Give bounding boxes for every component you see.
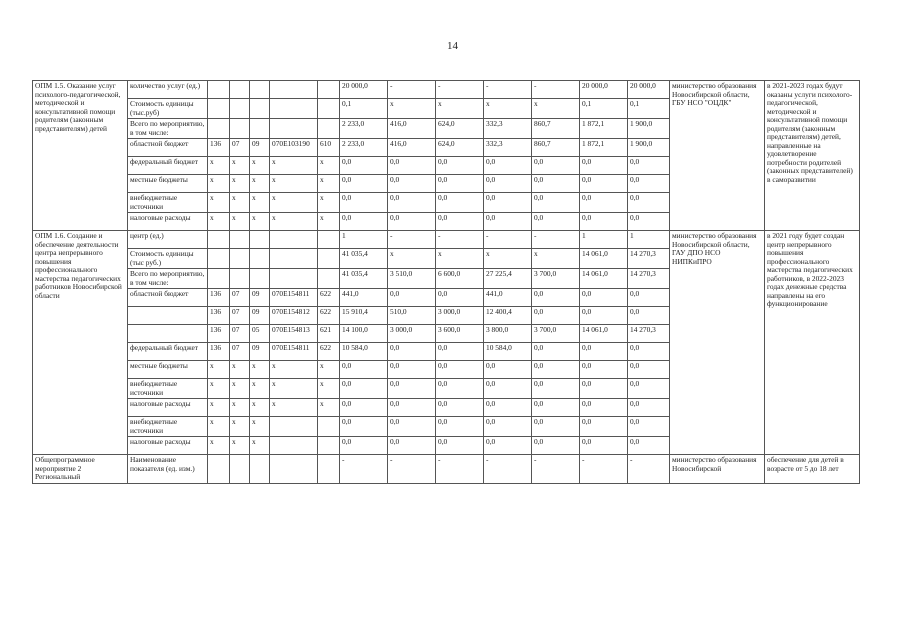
indicator-cell: Всего по мероприятию, в том числе: xyxy=(128,119,208,139)
value-cell: x xyxy=(250,193,270,213)
value-cell: 332,3 xyxy=(484,119,532,139)
value-cell xyxy=(270,99,318,119)
value-cell xyxy=(230,81,250,99)
value-cell xyxy=(318,119,340,139)
value-cell: 0,0 xyxy=(580,399,628,417)
value-cell: x xyxy=(318,379,340,399)
value-cell: x xyxy=(388,99,436,119)
value-cell: 0,0 xyxy=(532,193,580,213)
value-cell: 136 xyxy=(208,289,230,307)
value-cell xyxy=(318,231,340,249)
value-cell: 0,1 xyxy=(628,99,670,119)
value-cell: 860,7 xyxy=(532,119,580,139)
value-cell: 0,0 xyxy=(580,175,628,193)
value-cell xyxy=(270,249,318,269)
value-cell: x xyxy=(250,399,270,417)
value-cell xyxy=(270,81,318,99)
value-cell: x xyxy=(318,213,340,231)
value-cell: x xyxy=(230,399,250,417)
value-cell: x xyxy=(250,175,270,193)
indicator-cell: федеральный бюджет xyxy=(128,343,208,361)
value-cell: 136 xyxy=(208,139,230,157)
value-cell: 1 xyxy=(340,231,388,249)
value-cell: 0,0 xyxy=(484,157,532,175)
value-cell: 070E103190 xyxy=(270,139,318,157)
value-cell: 0,0 xyxy=(628,379,670,399)
value-cell: 441,0 xyxy=(484,289,532,307)
value-cell: 0,0 xyxy=(532,379,580,399)
value-cell: 416,0 xyxy=(388,139,436,157)
value-cell: 1 xyxy=(628,231,670,249)
value-cell: x xyxy=(532,99,580,119)
value-cell: 3 700,0 xyxy=(532,325,580,343)
value-cell: 0,0 xyxy=(340,379,388,399)
value-cell: 621 xyxy=(318,325,340,343)
page-number: 14 xyxy=(447,40,458,52)
value-cell: x xyxy=(230,213,250,231)
value-cell: 0,0 xyxy=(436,417,484,437)
value-cell: - xyxy=(580,455,628,484)
value-cell: 3 700,0 xyxy=(532,269,580,289)
value-cell: - xyxy=(388,231,436,249)
result-cell: обеспечение для детей в возрасте от 5 до 18 лет xyxy=(765,455,860,484)
event-name-cell: ОПМ 1.6. Создание и обеспечение деятельности центра непрерывного повышения профессионального мастерства педагогических работников Новосибирской области xyxy=(33,231,128,455)
value-cell: 0,0 xyxy=(484,361,532,379)
indicator-cell: Стоимость единицы (тыс руб.) xyxy=(128,249,208,269)
value-cell: 0,0 xyxy=(388,437,436,455)
value-cell: 0,0 xyxy=(340,157,388,175)
value-cell: 622 xyxy=(318,307,340,325)
value-cell: 3 000,0 xyxy=(388,325,436,343)
value-cell: 0,0 xyxy=(388,213,436,231)
value-cell: 0,0 xyxy=(580,437,628,455)
value-cell: x xyxy=(208,361,230,379)
value-cell xyxy=(230,249,250,269)
value-cell xyxy=(250,269,270,289)
value-cell: 0,0 xyxy=(388,289,436,307)
value-cell: x xyxy=(250,157,270,175)
value-cell: 27 225,4 xyxy=(484,269,532,289)
value-cell xyxy=(250,455,270,484)
value-cell: x xyxy=(484,249,532,269)
value-cell: - xyxy=(484,455,532,484)
value-cell: 0,0 xyxy=(580,343,628,361)
value-cell: 136 xyxy=(208,343,230,361)
value-cell: 1 900,0 xyxy=(628,139,670,157)
value-cell: 0,0 xyxy=(580,213,628,231)
value-cell: 05 xyxy=(250,325,270,343)
value-cell xyxy=(318,455,340,484)
value-cell: 0,0 xyxy=(628,399,670,417)
indicator-cell: внебюджетные источники xyxy=(128,193,208,213)
value-cell: 0,0 xyxy=(436,437,484,455)
value-cell: x xyxy=(318,175,340,193)
value-cell: 20 000,0 xyxy=(628,81,670,99)
value-cell: x xyxy=(250,437,270,455)
event-name-cell: Общепрограммное мероприятие 2 Региональный xyxy=(33,455,128,484)
value-cell: 0,0 xyxy=(436,399,484,417)
value-cell: 622 xyxy=(318,343,340,361)
value-cell: 0,0 xyxy=(532,213,580,231)
value-cell: 41 035,4 xyxy=(340,249,388,269)
value-cell: x xyxy=(318,193,340,213)
value-cell: 09 xyxy=(250,139,270,157)
value-cell xyxy=(250,81,270,99)
value-cell: x xyxy=(436,249,484,269)
value-cell xyxy=(250,99,270,119)
indicator-cell: внебюджетные источники xyxy=(128,417,208,437)
table-row xyxy=(33,231,860,249)
value-cell: - xyxy=(532,81,580,99)
result-cell: в 2021-2023 годах будут оказаны услуги психолого-педагогической, методической и консультативной помощи родителям (законным представителям) детей, направленные на удовлетворение потребности родителей (законных представителей) в саморазвитии xyxy=(765,81,860,231)
value-cell: 610 xyxy=(318,139,340,157)
value-cell: x xyxy=(230,157,250,175)
value-cell: 136 xyxy=(208,325,230,343)
value-cell: x xyxy=(250,379,270,399)
value-cell: 416,0 xyxy=(388,119,436,139)
value-cell: 0,0 xyxy=(340,437,388,455)
value-cell: 14 061,0 xyxy=(580,249,628,269)
value-cell: 0,0 xyxy=(628,289,670,307)
value-cell xyxy=(230,119,250,139)
value-cell xyxy=(230,269,250,289)
value-cell: 622 xyxy=(318,289,340,307)
value-cell: 0,0 xyxy=(436,379,484,399)
value-cell xyxy=(230,99,250,119)
result-cell: в 2021 году будет создан центр непрерывного повышения профессионального мастерства педагогических работников, в 2022-2023 годах денежные средства направлены на его функционирование xyxy=(765,231,860,455)
value-cell xyxy=(230,455,250,484)
value-cell: 0,0 xyxy=(532,175,580,193)
value-cell: - xyxy=(436,81,484,99)
value-cell: x xyxy=(208,417,230,437)
indicator-cell: областной бюджет xyxy=(128,139,208,157)
value-cell: 0,0 xyxy=(436,289,484,307)
value-cell: 0,0 xyxy=(628,307,670,325)
value-cell: x xyxy=(270,193,318,213)
value-cell: 09 xyxy=(250,289,270,307)
value-cell: x xyxy=(230,379,250,399)
value-cell: 3 600,0 xyxy=(436,325,484,343)
value-cell: 0,0 xyxy=(628,417,670,437)
value-cell: 441,0 xyxy=(340,289,388,307)
value-cell: 0,0 xyxy=(628,175,670,193)
indicator-cell: налоговые расходы xyxy=(128,437,208,455)
value-cell: x xyxy=(388,249,436,269)
value-cell: 0,0 xyxy=(532,343,580,361)
value-cell xyxy=(318,249,340,269)
value-cell: 0,0 xyxy=(388,379,436,399)
value-cell: 0,0 xyxy=(340,361,388,379)
value-cell: x xyxy=(250,361,270,379)
value-cell: 2 233,0 xyxy=(340,119,388,139)
value-cell: 0,1 xyxy=(340,99,388,119)
value-cell: 15 910,4 xyxy=(340,307,388,325)
value-cell: - xyxy=(628,455,670,484)
value-cell: 12 400,4 xyxy=(484,307,532,325)
value-cell xyxy=(318,269,340,289)
value-cell: 07 xyxy=(230,289,250,307)
value-cell: 0,0 xyxy=(388,417,436,437)
value-cell xyxy=(318,437,340,455)
value-cell: x xyxy=(208,437,230,455)
indicator-cell xyxy=(128,307,208,325)
value-cell: 0,0 xyxy=(340,175,388,193)
value-cell: 41 035,4 xyxy=(340,269,388,289)
value-cell: 0,0 xyxy=(388,399,436,417)
indicator-cell: Стоимость единицы (тыс.руб) xyxy=(128,99,208,119)
value-cell: 1 872,1 xyxy=(580,139,628,157)
value-cell: 070E154811 xyxy=(270,343,318,361)
value-cell: 332,3 xyxy=(484,139,532,157)
value-cell: x xyxy=(208,157,230,175)
value-cell: 070E154813 xyxy=(270,325,318,343)
value-cell: 1 900,0 xyxy=(628,119,670,139)
value-cell: 10 584,0 xyxy=(484,343,532,361)
value-cell: 0,0 xyxy=(340,213,388,231)
value-cell: 0,0 xyxy=(628,361,670,379)
value-cell xyxy=(270,417,318,437)
value-cell: 1 xyxy=(580,231,628,249)
value-cell: x xyxy=(270,361,318,379)
value-cell: 0,0 xyxy=(580,193,628,213)
indicator-cell: центр (ед.) xyxy=(128,231,208,249)
indicator-cell: местные бюджеты xyxy=(128,361,208,379)
value-cell: x xyxy=(250,417,270,437)
value-cell xyxy=(208,119,230,139)
value-cell: 0,0 xyxy=(532,289,580,307)
value-cell: x xyxy=(270,213,318,231)
value-cell: 0,0 xyxy=(436,157,484,175)
value-cell: 07 xyxy=(230,307,250,325)
value-cell: x xyxy=(436,99,484,119)
value-cell: - xyxy=(436,231,484,249)
value-cell: 0,0 xyxy=(388,361,436,379)
indicator-cell: федеральный бюджет xyxy=(128,157,208,175)
executor-cell: министерство образования Новосибирской xyxy=(670,455,765,484)
value-cell: - xyxy=(532,455,580,484)
value-cell: 510,0 xyxy=(388,307,436,325)
value-cell xyxy=(208,231,230,249)
value-cell: 0,0 xyxy=(628,157,670,175)
value-cell: 07 xyxy=(230,325,250,343)
value-cell: 14 270,3 xyxy=(628,325,670,343)
value-cell: 0,0 xyxy=(580,379,628,399)
value-cell: 0,0 xyxy=(628,193,670,213)
value-cell: 0,0 xyxy=(340,399,388,417)
value-cell: 2 233,0 xyxy=(340,139,388,157)
value-cell: x xyxy=(270,399,318,417)
value-cell xyxy=(208,249,230,269)
value-cell: x xyxy=(230,437,250,455)
indicator-cell: количество услуг (ед.) xyxy=(128,81,208,99)
value-cell xyxy=(208,81,230,99)
value-cell: 0,0 xyxy=(532,399,580,417)
value-cell: 0,0 xyxy=(484,417,532,437)
value-cell xyxy=(250,231,270,249)
value-cell: x xyxy=(230,417,250,437)
value-cell: x xyxy=(318,399,340,417)
indicator-cell: Всего по мероприятию, в том числе: xyxy=(128,269,208,289)
value-cell: x xyxy=(270,379,318,399)
value-cell: x xyxy=(532,249,580,269)
value-cell: 136 xyxy=(208,307,230,325)
value-cell: - xyxy=(388,81,436,99)
table-row xyxy=(33,455,860,484)
value-cell: 0,0 xyxy=(388,157,436,175)
value-cell: x xyxy=(208,193,230,213)
value-cell: 0,0 xyxy=(580,307,628,325)
value-cell: 0,0 xyxy=(628,343,670,361)
value-cell: x xyxy=(250,213,270,231)
value-cell: 0,0 xyxy=(436,343,484,361)
value-cell: 0,0 xyxy=(484,213,532,231)
value-cell: 0,0 xyxy=(388,343,436,361)
value-cell xyxy=(318,81,340,99)
value-cell: x xyxy=(318,361,340,379)
value-cell xyxy=(270,231,318,249)
value-cell: 3 000,0 xyxy=(436,307,484,325)
value-cell: 0,0 xyxy=(484,379,532,399)
value-cell xyxy=(230,231,250,249)
value-cell: 0,0 xyxy=(436,175,484,193)
value-cell xyxy=(208,269,230,289)
value-cell: - xyxy=(340,455,388,484)
value-cell: 624,0 xyxy=(436,139,484,157)
value-cell: 0,0 xyxy=(532,307,580,325)
value-cell: 14 061,0 xyxy=(580,269,628,289)
value-cell: 14 270,3 xyxy=(628,249,670,269)
value-cell: x xyxy=(484,99,532,119)
executor-cell: министерство образования Новосибирской области, ГАУ ДПО НСО НИПКиПРО xyxy=(670,231,765,455)
value-cell: 0,0 xyxy=(436,193,484,213)
value-cell xyxy=(270,437,318,455)
value-cell: 0,0 xyxy=(580,361,628,379)
value-cell: 0,1 xyxy=(580,99,628,119)
value-cell: 3 510,0 xyxy=(388,269,436,289)
indicator-cell: налоговые расходы xyxy=(128,213,208,231)
value-cell: x xyxy=(230,193,250,213)
value-cell: 07 xyxy=(230,343,250,361)
value-cell: 10 584,0 xyxy=(340,343,388,361)
value-cell: 09 xyxy=(250,307,270,325)
value-cell xyxy=(250,119,270,139)
value-cell xyxy=(270,119,318,139)
value-cell: - xyxy=(388,455,436,484)
value-cell: x xyxy=(208,213,230,231)
value-cell: 0,0 xyxy=(340,193,388,213)
indicator-cell: налоговые расходы xyxy=(128,399,208,417)
budget-table xyxy=(32,80,860,484)
value-cell: 070E154812 xyxy=(270,307,318,325)
value-cell: 0,0 xyxy=(532,437,580,455)
value-cell xyxy=(270,269,318,289)
value-cell: 14 061,0 xyxy=(580,325,628,343)
value-cell: - xyxy=(532,231,580,249)
value-cell: 20 000,0 xyxy=(340,81,388,99)
indicator-cell: внебюджетные источники xyxy=(128,379,208,399)
value-cell: 0,0 xyxy=(532,417,580,437)
value-cell: 0,0 xyxy=(388,175,436,193)
value-cell: 1 872,1 xyxy=(580,119,628,139)
value-cell: x xyxy=(230,175,250,193)
value-cell: 0,0 xyxy=(484,399,532,417)
executor-cell: министерство образования Новосибирской области, ГБУ НСО "ОЦДК" xyxy=(670,81,765,231)
value-cell: 0,0 xyxy=(484,437,532,455)
value-cell: 6 600,0 xyxy=(436,269,484,289)
value-cell: 14 100,0 xyxy=(340,325,388,343)
value-cell xyxy=(250,249,270,269)
value-cell: 624,0 xyxy=(436,119,484,139)
indicator-cell: местные бюджеты xyxy=(128,175,208,193)
value-cell: x xyxy=(318,157,340,175)
indicator-cell: Наименование показателя (ед. изм.) xyxy=(128,455,208,484)
value-cell: - xyxy=(484,81,532,99)
value-cell: 0,0 xyxy=(484,193,532,213)
value-cell: 0,0 xyxy=(340,417,388,437)
value-cell: x xyxy=(208,175,230,193)
value-cell: 3 800,0 xyxy=(484,325,532,343)
value-cell: 0,0 xyxy=(580,157,628,175)
table-row xyxy=(33,81,860,99)
value-cell: 0,0 xyxy=(436,213,484,231)
value-cell: - xyxy=(436,455,484,484)
value-cell xyxy=(270,455,318,484)
value-cell: x xyxy=(208,379,230,399)
value-cell: 070E154811 xyxy=(270,289,318,307)
value-cell: 0,0 xyxy=(628,437,670,455)
value-cell: 0,0 xyxy=(580,289,628,307)
value-cell: 0,0 xyxy=(628,213,670,231)
value-cell: x xyxy=(230,361,250,379)
value-cell: 07 xyxy=(230,139,250,157)
value-cell: 860,7 xyxy=(532,139,580,157)
value-cell xyxy=(318,417,340,437)
indicator-cell xyxy=(128,325,208,343)
event-name-cell: ОПМ 1.5. Оказание услуг психолого-педагогической, методической и консультативной помощи родителям (законным представителям) детей xyxy=(33,81,128,231)
value-cell: 14 270,3 xyxy=(628,269,670,289)
value-cell xyxy=(318,99,340,119)
value-cell: x xyxy=(270,175,318,193)
value-cell: 0,0 xyxy=(436,361,484,379)
value-cell: 0,0 xyxy=(484,175,532,193)
value-cell: 0,0 xyxy=(532,361,580,379)
value-cell: x xyxy=(270,157,318,175)
value-cell xyxy=(208,455,230,484)
value-cell: - xyxy=(484,231,532,249)
value-cell: 0,0 xyxy=(532,157,580,175)
value-cell: 20 000,0 xyxy=(580,81,628,99)
value-cell xyxy=(208,99,230,119)
value-cell: 0,0 xyxy=(388,193,436,213)
indicator-cell: областной бюджет xyxy=(128,289,208,307)
value-cell: 09 xyxy=(250,343,270,361)
value-cell: x xyxy=(208,399,230,417)
value-cell: 0,0 xyxy=(580,417,628,437)
